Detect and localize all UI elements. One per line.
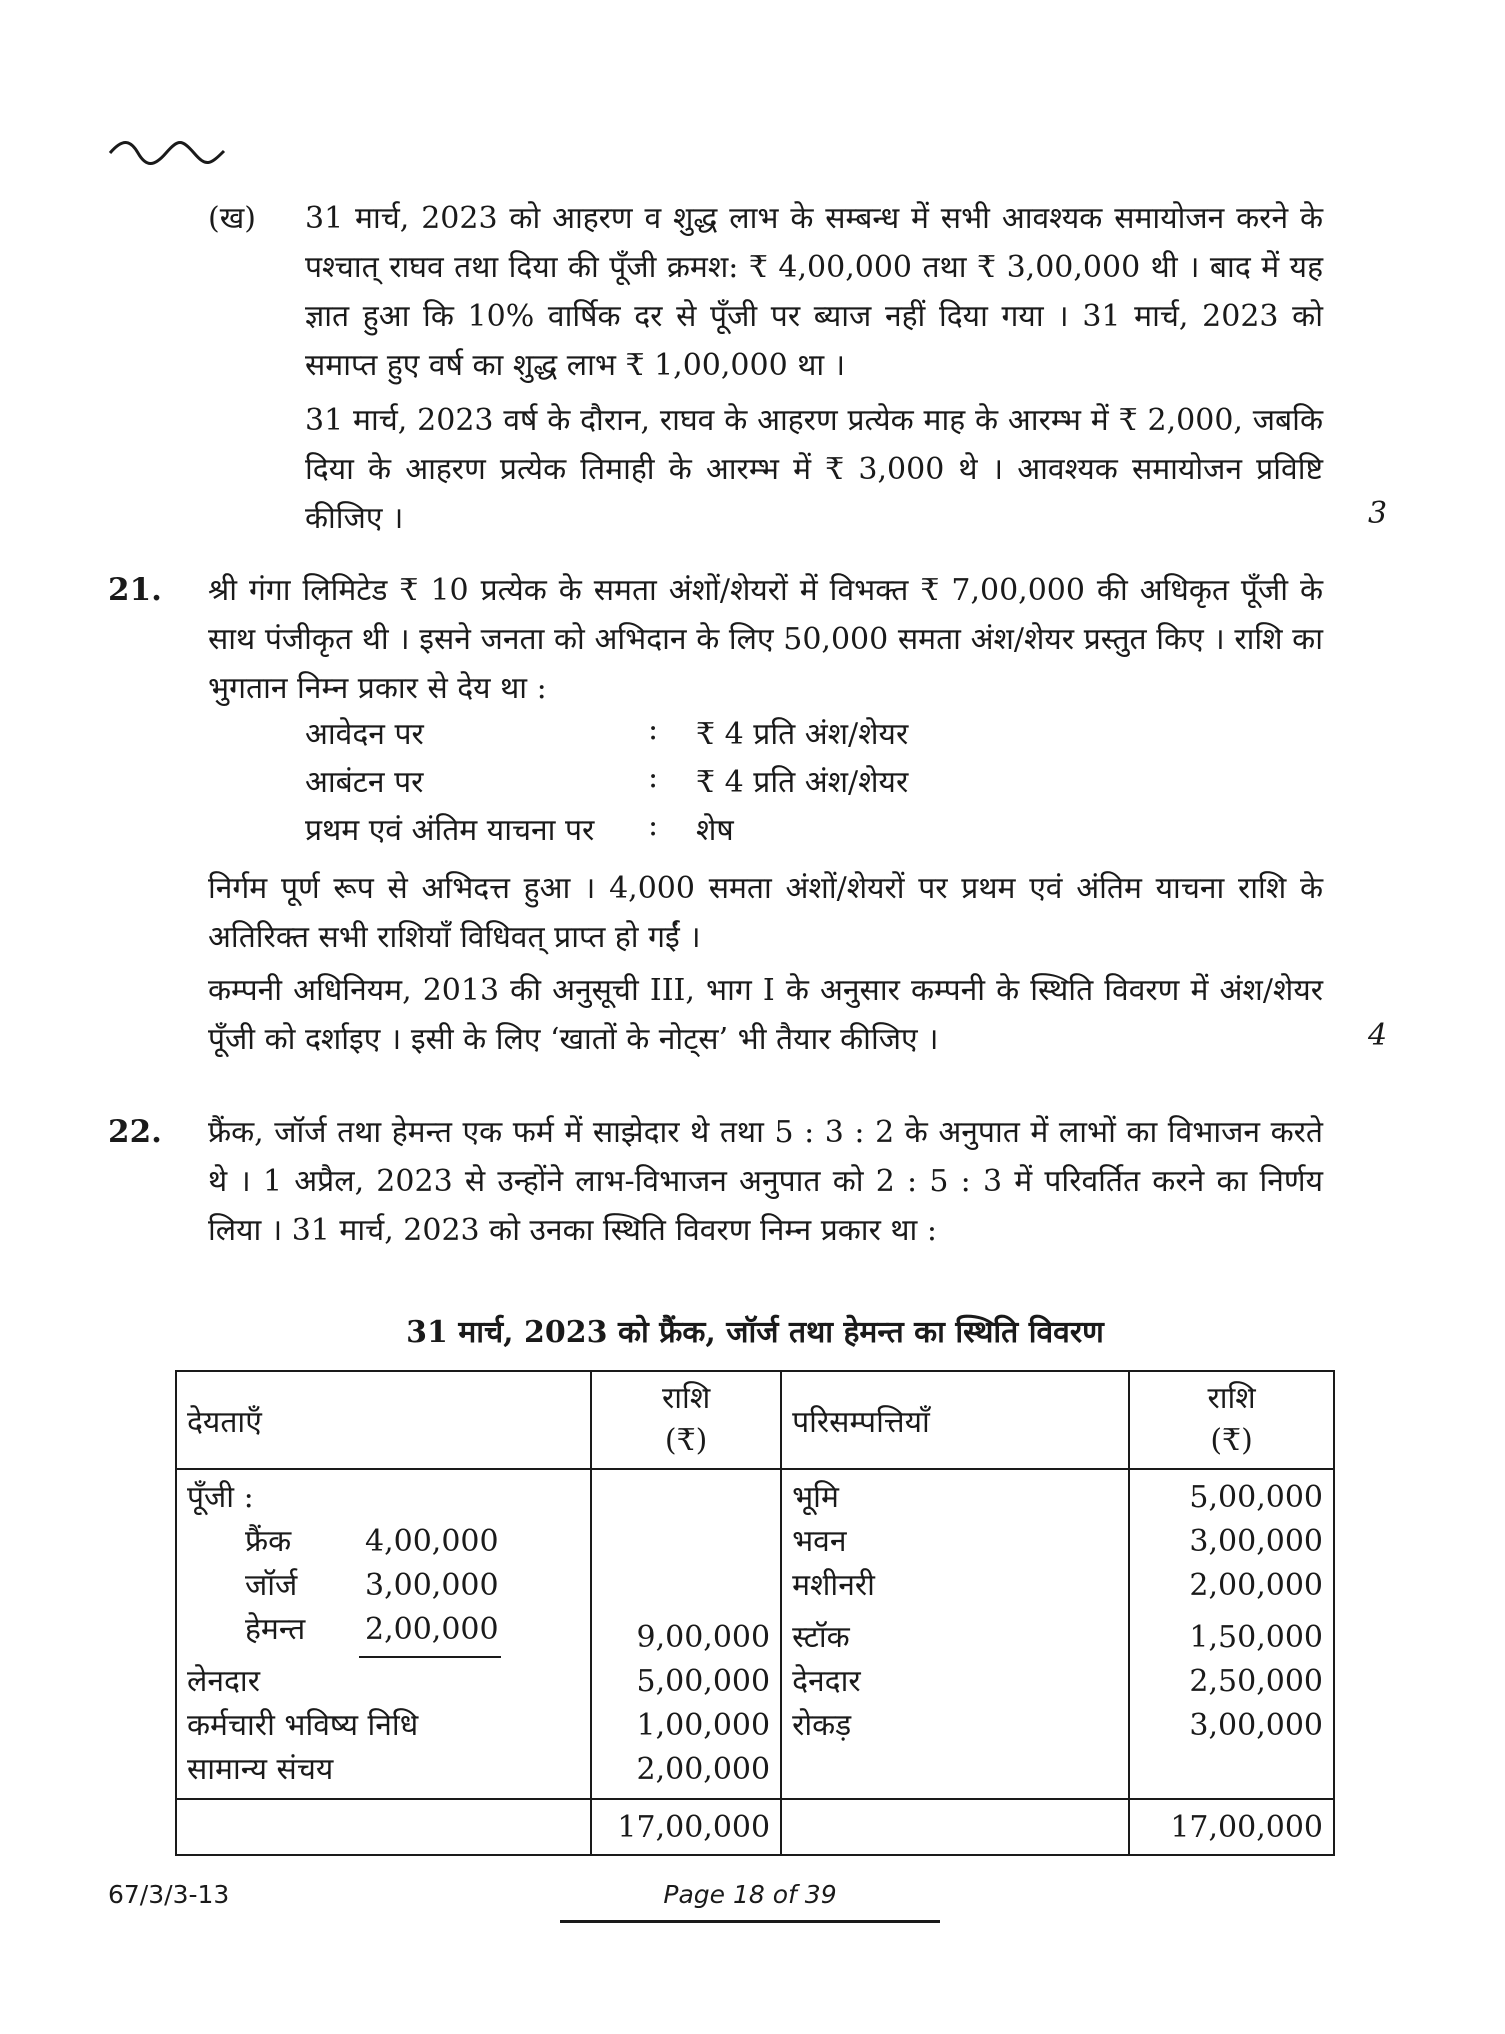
term-separator: :: [648, 712, 659, 747]
question-21-para2: निर्गम पूर्ण रूप से अभिदत्त हुआ । 4,000 समता अंशों/शेयरों पर प्रथम एवं अंतिम याचना राशि के अतिरिक्त सभी राशियाँ विधिवत् प्राप्त हो गईं ।: [208, 871, 1323, 955]
marks: 4: [1368, 1018, 1388, 1053]
assets-cell: [781, 1469, 1129, 1799]
partner-name: जॉर्ज: [245, 1568, 298, 1603]
question-20b-para1: 31 मार्च, 2023 को आहरण व शुद्ध लाभ के सम्बन्ध में सभी आवश्यक समायोजन करने के पश्चात् राघव तथा दिया की पूँजी क्रमश: ₹ 4,00,000 तथा ₹ 3,00,000 थी । बाद में यह ज्ञात हुआ कि 10% वार्षिक दर से पूँजी पर ब्याज नहीं दिया गया । 31 मार्च, 2023 को समाप्त हुए वर्ष का शुद्ध लाभ ₹ 1,00,000 था ।: [305, 201, 1323, 383]
marks: 3: [1368, 496, 1388, 531]
liability-amount: 2,00,000: [636, 1752, 771, 1787]
term-row: [305, 808, 594, 849]
page-number: Page 18 of 39: [663, 1880, 837, 1909]
liabilities-cell: [176, 1469, 591, 1799]
asset-amount: 3,00,000: [1189, 1708, 1323, 1743]
liability-row: लेनदार: [187, 1664, 260, 1699]
question-21-para3: कम्पनी अधिनियम, 2013 की अनुसूची III, भाग I के अनुसार कम्पनी के स्थिति विवरण में अंश/शेयर पूँजी को दर्शाइए । इसी के लिए ‘खातों के नोट्स’ भी तैयार कीजिए ।: [208, 973, 1323, 1057]
liabilities-amount-cell: [591, 1469, 781, 1799]
partner-amount: 3,00,000: [365, 1568, 499, 1603]
term-label: प्रथम एवं अंतिम याचना पर: [305, 813, 595, 848]
capital-total: 9,00,000: [636, 1620, 771, 1655]
question-number: 22.: [108, 1114, 162, 1150]
partner-name: फ्रैंक: [245, 1524, 292, 1559]
liability-amount: 5,00,000: [636, 1664, 771, 1699]
term-separator: :: [648, 760, 659, 795]
question-20b-para2: 31 मार्च, 2023 वर्ष के दौरान, राघव के आहरण प्रत्येक माह के आरम्भ में ₹ 2,000, जबकि दिया के आहरण प्रत्येक तिमाही के आरम्भ में ₹ 3,000 थे । आवश्यक समायोजन प्रविष्टि कीजिए ।: [305, 403, 1323, 536]
total-assets: 17,00,000: [1129, 1799, 1334, 1855]
term-label: आबंटन पर: [305, 765, 424, 800]
header-liabilities: देयताएँ: [176, 1371, 591, 1469]
paper-code: 67/3/3-13: [108, 1880, 230, 1909]
term-row: [305, 760, 423, 801]
partner-capital-row: [187, 1520, 580, 1564]
term-label: आवेदन पर: [305, 717, 424, 752]
asset-amount: 2,00,000: [1189, 1568, 1323, 1603]
balance-sheet-table: [175, 1370, 1335, 1856]
liability-row: कर्मचारी भविष्य निधि: [187, 1708, 419, 1743]
asset-row: रोकड़: [792, 1708, 852, 1743]
asset-amount: 1,50,000: [1189, 1620, 1323, 1655]
term-value: ₹ 4 प्रति अंश/शेयर: [696, 765, 909, 800]
subtotal-underline: [359, 1656, 501, 1658]
asset-amount: 3,00,000: [1189, 1524, 1323, 1559]
table-header-row: [176, 1371, 1334, 1469]
total-liabilities: 17,00,000: [591, 1799, 781, 1855]
term-value: शेष: [696, 813, 734, 848]
asset-amount: 2,50,000: [1189, 1664, 1323, 1699]
asset-amount: 5,00,000: [1189, 1480, 1323, 1515]
asset-row: भूमि: [792, 1480, 839, 1515]
partner-amount: 4,00,000: [365, 1524, 499, 1559]
liability-row: सामान्य संचय: [187, 1752, 334, 1787]
question-21-intro: श्री गंगा लिमिटेड ₹ 10 प्रत्येक के समता अंशों/शेयरों में विभक्त ₹ 7,00,000 की अधिकृत पूँजी के साथ पंजीकृत थी । इसने जनता को अभिदान के लिए 50,000 समता अंश/शेयर प्रस्तुत किए । राशि का भुगतान निम्न प्रकार से देय था :: [208, 573, 1323, 706]
asset-row: देनदार: [792, 1664, 861, 1699]
footer-rule: [560, 1920, 940, 1923]
asset-row: मशीनरी: [792, 1568, 875, 1603]
table-total-row: [176, 1799, 1334, 1855]
term-row: [305, 712, 424, 753]
assets-amount-cell: [1129, 1469, 1334, 1799]
capital-label: पूँजी :: [187, 1480, 254, 1515]
partner-amount: 2,00,000: [365, 1612, 499, 1647]
liability-amount: 1,00,000: [636, 1708, 771, 1743]
asset-row: स्टॉक: [792, 1620, 850, 1655]
table-title: 31 मार्च, 2023 को फ्रैंक, जॉर्ज तथा हेमन्त का स्थिति विवरण: [406, 1315, 1104, 1350]
partner-capital-row: [187, 1608, 580, 1660]
question-22-intro: फ्रैंक, जॉर्ज तथा हेमन्त एक फर्म में साझेदार थे तथा 5 : 3 : 2 के अनुपात में लाभों का विभाजन करते थे । 1 अप्रैल, 2023 से उन्होंने लाभ-विभाजन अनुपात को 2 : 5 : 3 में परिवर्तित करने का निर्णय लिया । 31 मार्च, 2023 को उनका स्थिति विवरण निम्न प्रकार था :: [208, 1115, 1323, 1248]
partner-name: हेमन्त: [245, 1612, 306, 1647]
question-number: 21.: [108, 572, 162, 608]
asset-row: भवन: [792, 1524, 847, 1559]
header-assets: परिसम्पत्तियाँ: [781, 1371, 1129, 1469]
table-body-row: [176, 1469, 1334, 1799]
term-separator: :: [648, 808, 659, 843]
header-amount: राशि (₹): [1129, 1371, 1334, 1469]
header-squiggle: [108, 135, 228, 167]
header-amount: राशि (₹): [591, 1371, 781, 1469]
question-label: (ख): [208, 201, 256, 236]
term-value: ₹ 4 प्रति अंश/शेयर: [696, 717, 909, 752]
partner-capital-row: [187, 1564, 580, 1608]
